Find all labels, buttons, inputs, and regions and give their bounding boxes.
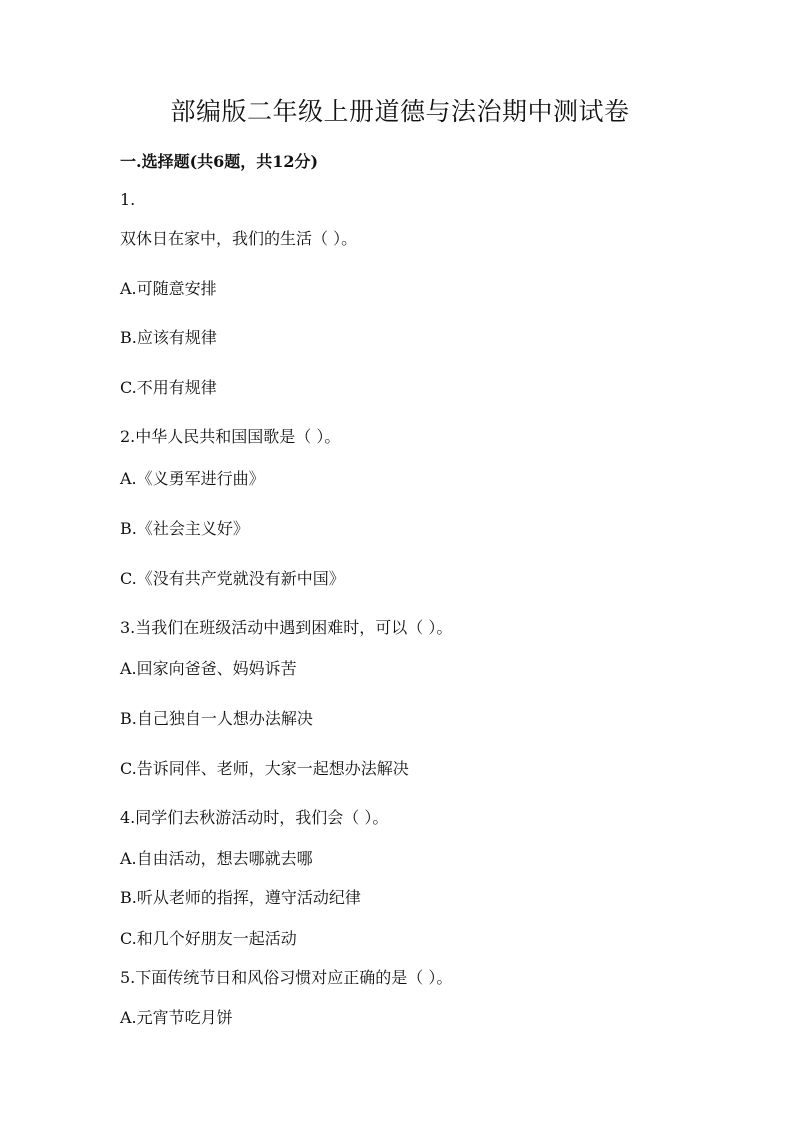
question-4-option-b: B.听从老师的指挥，遵守活动纪律 — [120, 888, 361, 907]
question-5-stem: 5.下面传统节日和风俗习惯对应正确的是（ ）。 — [120, 968, 453, 987]
question-4-option-c: C.和几个好朋友一起活动 — [120, 929, 297, 948]
question-1-stem: 双休日在家中，我们的生活（ ）。 — [120, 229, 358, 248]
question-1-option-c: C.不用有规律 — [120, 378, 217, 397]
question-2-option-a: A.《义勇军进行曲》 — [120, 469, 265, 488]
question-1-option-a: A.可随意安排 — [120, 279, 217, 298]
question-1-option-b: B.应该有规律 — [120, 328, 217, 347]
section-heading: 一.选择题(共6题，共12分) — [120, 152, 319, 171]
question-4-option-a: A.自由活动，想去哪就去哪 — [120, 849, 313, 868]
question-2-option-c: C.《没有共产党就没有新中国》 — [120, 569, 345, 588]
question-3-option-c: C.告诉同伴、老师，大家一起想办法解决 — [120, 759, 409, 778]
question-1-number: 1. — [120, 190, 136, 209]
question-3-option-a: A.回家向爸爸、妈妈诉苦 — [120, 659, 297, 678]
question-2-option-b: B.《社会主义好》 — [120, 519, 249, 538]
question-3-stem: 3.当我们在班级活动中遇到困难时，可以（ ）。 — [120, 618, 453, 637]
question-4-stem: 4.同学们去秋游活动时，我们会（ ）。 — [120, 808, 389, 827]
question-3-option-b: B.自己独自一人想办法解决 — [120, 709, 313, 728]
question-5-option-a: A.元宵节吃月饼 — [120, 1008, 233, 1027]
question-2-stem: 2.中华人民共和国国歌是（ ）。 — [120, 427, 341, 446]
page-title: 部编版二年级上册道德与法治期中测试卷 — [170, 97, 630, 126]
